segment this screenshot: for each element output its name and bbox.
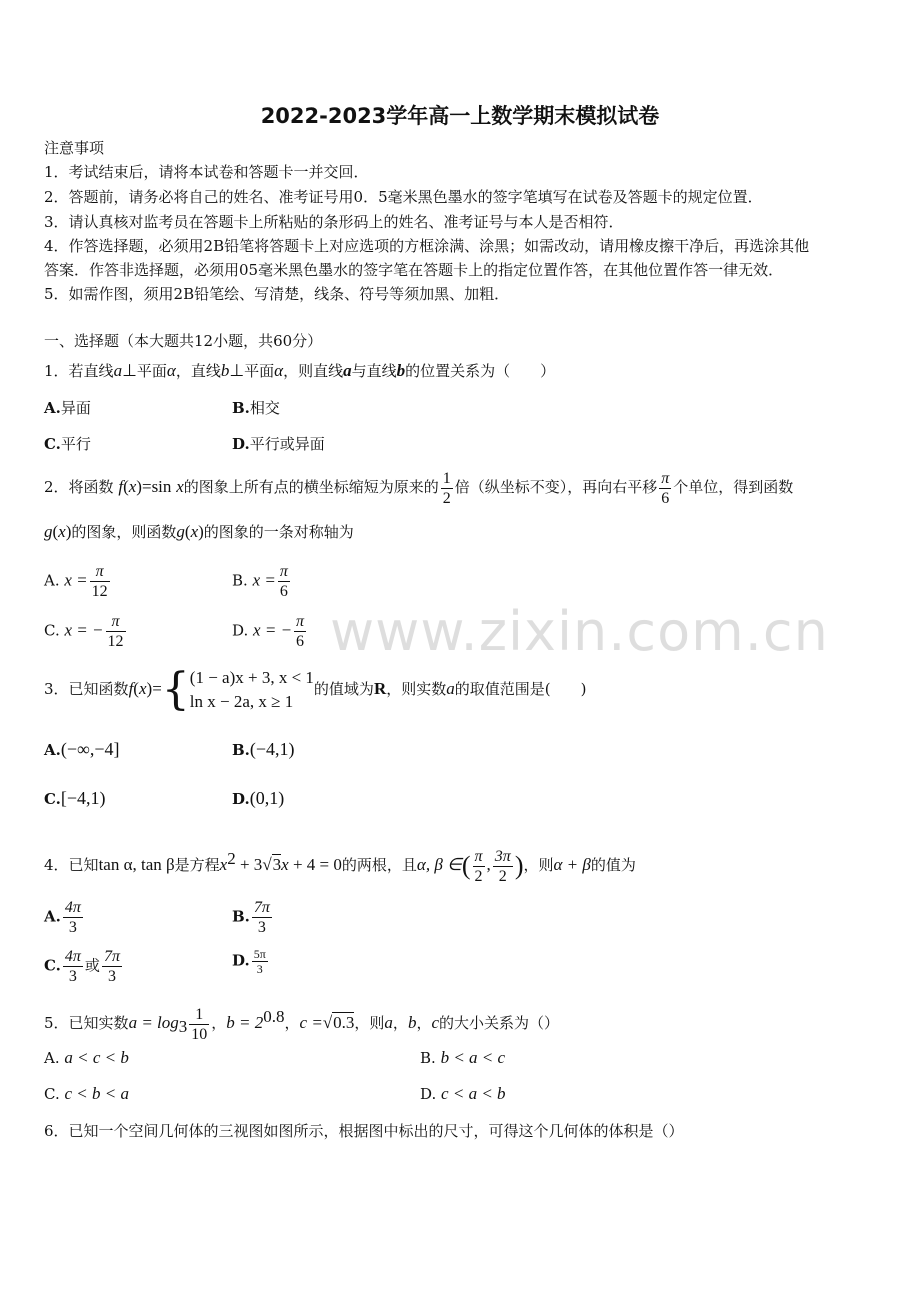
fraction-one-half: $\frac{1}{2}$: [442, 469, 451, 507]
q1-option-c[interactable]: C.平行: [44, 435, 91, 453]
notice-item-4-cont: 答案．作答非选择题，必须用05毫米黑色墨水的签字笔在答题卡上的指定位置作答，在其他位置作答一律无效．: [44, 261, 784, 279]
notice-item-5: 5．如需作图，须用2B铅笔绘、写清楚，线条、符号等须加黑、加粗．: [44, 285, 510, 303]
q4-option-a[interactable]: A. $\frac{4\pi}{3}$: [44, 899, 81, 936]
q1-option-d[interactable]: D.平行或异面: [232, 435, 325, 453]
q5-option-c[interactable]: C. c < b < a: [44, 1084, 129, 1103]
piecewise-brace: {: [161, 664, 190, 715]
piecewise-cases: (1 − a)x + 3, x < 1 ln x − 2a, x ≥ 1: [189, 668, 314, 711]
question-5: 5．已知实数$a = \log_3$ $\frac{1}{10}$ ，$b = 2^{0.8}$，c =√0.3，则a，b，c的大小关系为（）: [44, 1005, 560, 1043]
question-2: 2．将函数 f(x)=sin x的图象上所有点的横坐标缩短为原来的 $\frac{1}{2}$ 倍（纵坐标不变），再向右平移 $\frac{\pi}{6}$ 个单位，得到函数: [44, 469, 794, 507]
notice-item-3: 3．请认真核对监考员在答题卡上所粘贴的条形码上的姓名、准考证号与本人是否相符．: [44, 213, 624, 231]
q2-option-d[interactable]: D. x = − $\frac{\pi}{6}$: [232, 613, 305, 650]
question-4: 4．已知tan α, tan β是方程$x^2 + 3√3x + 4 = 0$的两根，且α, β ∈( $\frac{\pi}{2}$ , $\frac{3\pi}{2}$ )，则α + β的值为: [44, 847, 636, 885]
question-1: 1．若直线a⊥平面α，直线b⊥平面α，则直线a与直线b的位置关系为（ ）: [44, 361, 556, 380]
q3-option-a[interactable]: A.(−∞,−4]: [44, 739, 120, 759]
q3-option-b[interactable]: B.(−4,1): [232, 739, 295, 759]
notice-heading: 注意事项: [44, 139, 105, 157]
page-title: 2022-2023学年高一上数学期末模拟试卷: [260, 104, 660, 128]
q1-option-b[interactable]: B.相交: [232, 399, 280, 417]
q3-option-c[interactable]: C.[−4,1): [44, 788, 106, 808]
question-2-cont: g(x)的图象，则函数g(x)的图象的一条对称轴为: [44, 522, 354, 541]
q1-option-a[interactable]: A.异面: [44, 399, 91, 417]
notice-item-1: 1．考试结束后，请将本试卷和答题卡一并交回．: [44, 163, 369, 181]
q4-option-d[interactable]: D. $\frac{5\pi}{3}$: [232, 947, 266, 976]
q4-option-c[interactable]: C. $\frac{4\pi}{3}$ 或 $\frac{7\pi}{3}$: [44, 948, 120, 985]
section-heading: 一、选择题（本大题共12小题，共60分）: [44, 332, 323, 350]
q5-option-b[interactable]: B. b < a < c: [420, 1048, 506, 1067]
question-6: 6．已知一个空间几何体的三视图如图所示，根据图中标出的尺寸，可得这个几何体的体积是（）: [44, 1122, 684, 1140]
watermark: www.zixin.com.cn: [330, 600, 829, 663]
q5-option-a[interactable]: A. a < c < b: [44, 1048, 129, 1067]
notice-item-2: 2．答题前，请务必将自己的姓名、准考证号用0．5毫米黑色墨水的签字笔填写在试卷及答题卡的规定位置．: [44, 188, 763, 206]
q5-option-d[interactable]: D. c < a < b: [420, 1084, 506, 1103]
q3-option-d[interactable]: D.(0,1): [232, 788, 285, 808]
q2-option-a[interactable]: A. x = $\frac{\pi}{12}$: [44, 563, 108, 600]
notice-item-4: 4．作答选择题，必须用2B铅笔将答题卡上对应选项的方框涂满、涂黑；如需改动，请用橡皮擦干净后，再选涂其他: [44, 237, 810, 255]
q2-option-c[interactable]: C. x = − $\frac{\pi}{12}$: [44, 613, 124, 650]
fraction-pi-over-6: $\frac{\pi}{6}$: [661, 469, 670, 507]
q4-option-b[interactable]: B. $\frac{7\pi}{3}$: [232, 899, 270, 936]
question-3: 3．已知函数f(x)={ (1 − a)x + 3, x < 1 ln x − 2a, x ≥ 1 的值域为R，则实数a的取值范围是( ): [44, 664, 587, 715]
q2-option-b[interactable]: B. x = $\frac{\pi}{6}$: [232, 563, 288, 600]
